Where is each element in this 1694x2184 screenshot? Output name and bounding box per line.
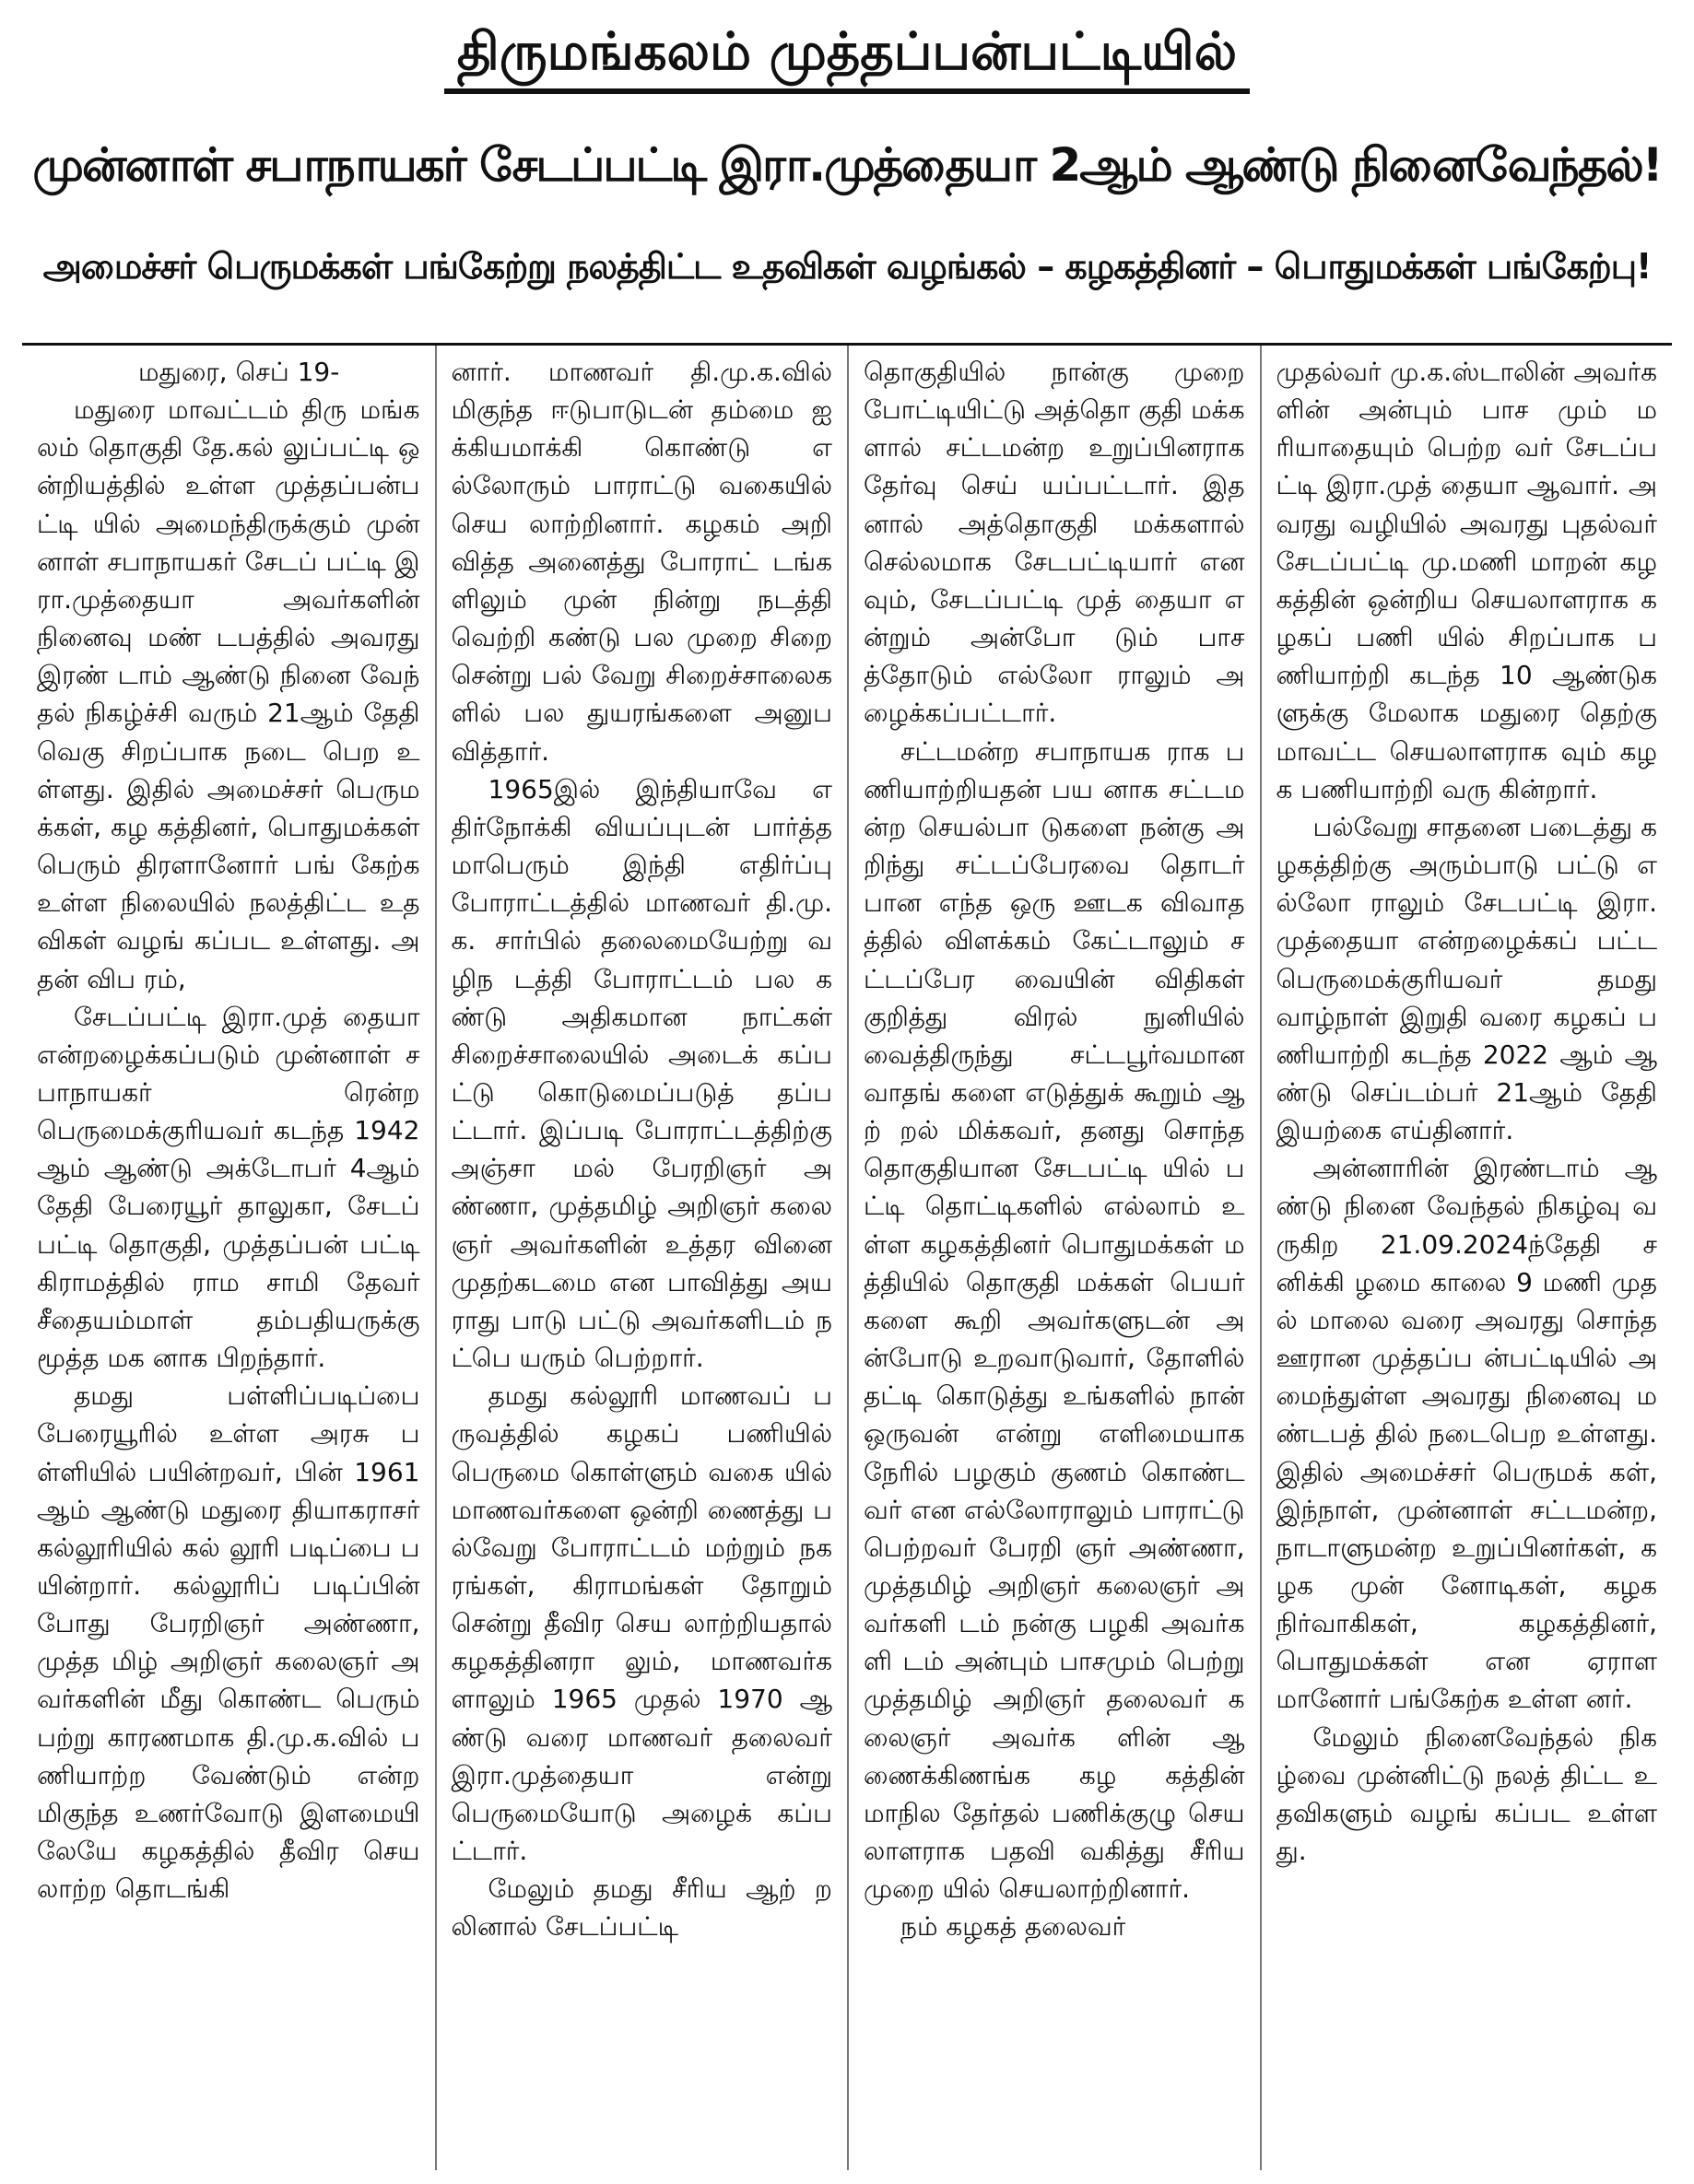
paragraph: னார். மாணவர் தி.மு.க.வில் மிகுந்த ஈடுபாடுடன் தம்மை ஐக்கியமாக்கி கொண்டு எல்லோரும் பாராட்டு வகையில் செய லாற்றினார். கழகம் அறி வித்த அனைத்து போராட் டங்களிலும் முன் நின்று நடத்தி வெற்றி கண்டு பல முறை சிறை சென்று பல் வேறு சிறைச்சாலைகளில் பல துயரங்களை அனுப வித்தார்.: [451, 357, 832, 767]
column-1: [22, 346, 435, 2170]
paragraph: தமது கல்லூரி மாணவப் பருவத்தில் கழகப் பணியில் பெருமை கொள்ளும் வகை யில் மாணவர்களை ஒன்றி ணைத்து பல்வேறு போராட்டம் மற்றும் நக ரங்கள், கிராமங்கள் தோறும் சென்று தீவிர செய லாற்றியதால் கழகத்தினரா லும், மாணவர்களாலும் 1965 முதல் 1970 ஆண்டு வரை மாணவர் தலைவர் இரா.முத்தையா என்று பெருமையோடு அழைக் கப்பட்டார்.: [451, 1380, 832, 1867]
article-body: [22, 343, 1672, 2170]
paragraph: மதுரை மாவட்டம் திரு மங்கலம் தொகுதி தே.கல் லுப்பட்டி ஒன்றியத்தில் உள்ள முத்தப்பன்பட்டி யில் அமைந்திருக்கும் முன் னாள் சபாநாயகர் சேடப் பட்டி இரா.முத்தையா அவர்களின் நினைவு மண் டபத்தில் அவரது இரண் டாம் ஆண்டு நினை வேந் தல் நிகழ்ச்சி வரும் 21ஆம் தேதி வெகு சிறப்பாக நடை பெற உள்ளது. இதில் அமைச்சர் பெருமக்கள், கழ கத்தினர், பொதுமக்கள் பெரும் திரளானோர் பங் கேற்க உள்ள நிலையில் நலத்திட்ட உதவிகள் வழங் கப்பட உள்ளது. அதன் விப ரம்,: [37, 394, 420, 994]
paragraph: சட்டமன்ற சபாநாயக ராக பணியாற்றியதன் பய னாக சட்டமன்ற செயல்பா டுகளை நன்கு அறிந்து சட்டப்பேரவை தொடர் பான எந்த ஒரு ஊடக விவாதத்தில் விளக்கம் கேட்டாலும் சட்டப்பேர வையின் விதிகள் குறித்து விரல் நுனியில் வைத்திருந்து சட்டபூர்வமான வாதங் களை எடுத்துக் கூறும் ஆற் றல் மிக்கவர், தனது சொந்த தொகுதியான சேடபட்டி யில் பட்டி தொட்டிகளில் எல்லாம் உள்ள கழகத்தினர் பொதுமக்கள் மத்தியில் தொகுதி மக்கள் பெயர் களை கூறி அவர்களுடன் அன்போடு உறவாடுவார், தோளில் தட்டி கொடுத்து உங்களில் நான் ஒருவன் என்று எளிமையாக நேரில் பழகும் குணம் கொண்ட வர் என எல்லோராலும் பாராட்டு பெற்றவர் பேரறி ஞர் அண்ணா, முத்தமிழ் அறிஞர் கலைஞர் அவர்களி டம் நன்கு பழகி அவர்களி டம் அன்பும் பாசமும் பெற்று முத்தமிழ் அறிஞர் தலைவர் கலைஞர் அவர்க ளின் ஆணைக்கிணங்க கழ கத்தின் மாநில தேர்தல் பணிக்குழு செயலாளராக பதவி வகித்து சீரிய முறை யில் செயலாற்றினார்.: [864, 735, 1245, 1905]
paragraph: தொகுதியில் நான்கு முறை போட்டியிட்டு அத்தொ குதி மக்களால் சட்டமன்ற உறுப்பினராக தேர்வு செய் யப்பட்டார். இதனால் அத்தொகுதி மக்களால் செல்லமாக சேடபட்டியார் எனவும், சேடப்பட்டி முத் தையா என்றும் அன்போ டும் பாசத்தோடும் எல்லோ ராலும் அழைக்கப்பட்டார்.: [864, 357, 1245, 729]
paragraph: நம் கழகத் தலைவர்: [900, 1911, 1126, 1943]
paragraph: மேலும் நினைவேந்தல் நிகழ்வை முன்னிட்டு நலத் திட்ட உதவிகளும் வழங் கப்பட உள்ளது.: [1276, 1721, 1657, 1867]
kicker-wrap: [22, 17, 1672, 101]
dateline: மதுரை, செப் 19-: [138, 357, 340, 387]
headline: முன்னாள் சபாநாயகர் சேடப்பட்டி இரா.முத்தையா 2ஆம் ஆண்டு நினைவேந்தல்!: [32, 138, 1662, 192]
paragraph: தமது பள்ளிப்படிப்பை பேரையூரில் உள்ள அரசு பள்ளியில் பயின்றவர், பின் 1961 ஆம் ஆண்டு மதுரை தியாகராசர் கல்லூரியில் கல் லூரி படிப்பை பயின்றார். கல்லூரிப் படிப்பின் போது பேரறிஞர் அண்ணா, முத்த மிழ் அறிஞர் கலைஞர் அவர்களின் மீது கொண்ட பெரும் பற்று காரணமாக தி.மு.க.வில் பணியாற்ற வேண்டும் என்ற மிகுந்த உணர்வோடு இளமையி லேயே கழகத்தில் தீவிர செயலாற்ற தொடங்கி: [37, 1380, 420, 1905]
paragraph: 1965இல் இந்தியாவே எதிர்நோக்கி வியப்புடன் பார்த்த மாபெரும் இந்தி எதிர்ப்பு போராட்டத்தில் மாணவர் தி.மு.க. சார்பில் தலைமையேற்று வழிந டத்தி போராட்டம் பல கண்டு அதிகமான நாட்கள் சிறைச்சாலையில் அடைக் கப்பட்டு கொடுமைப்படுத் தப்பட்டார். இப்படி போராட்டத்திற்கு அஞ்சா மல் பேரறிஞர் அண்ணா, முத்தமிழ் அறிஞர் கலை ஞர் அவர்களின் உத்தர வினை முதற்கடமை என பாவித்து அயராது பாடு பட்டு அவர்களிடம் நட்பெ யரும் பெற்றார்.: [451, 773, 832, 1374]
paragraph: பல்வேறு சாதனை படைத்து கழகத்திற்கு அரும்பாடு பட்டு எல்லோ ராலும் சேடபட்டி இரா. முத்தையா என்றழைக்கப் பட்ட பெருமைக்குரியவர் தமது வாழ்நாள் இறுதி வரை கழகப் பணியாற்றி கடந்த 2022 ஆம் ஆண்டு செப்டம்பர் 21ஆம் தேதி இயற்கை எய்தினார்.: [1276, 811, 1657, 1146]
column-3: [847, 346, 1260, 2170]
paragraph: முதல்வர் மு.க.ஸ்டாலின் அவர்களின் அன்பும் பாச மும் மரியாதையும் பெற்ற வர் சேடப்பட்டி இரா.முத் தையா ஆவார். அவரது வழியில் அவரது புதல்வர் சேடப்பட்டி மு.மணி மாறன் கழகத்தின் ஒன்றிய செயலாளராக கழகப் பணி யில் சிறப்பாக பணியாற்றி கடந்த 10 ஆண்டுகளுக்கு மேலாக மதுரை தெற்கு மாவட்ட செயலாளராக வும் கழக பணியாற்றி வரு கின்றார்.: [1276, 357, 1657, 804]
subhead: அமைச்சர் பெருமக்கள் பங்கேற்று நலத்திட்ட உதவிகள் வழங்கல் – கழகத்தினர் – பொதுமக்கள் பங்கேற்பு!: [42, 246, 1652, 287]
column-2: [435, 346, 848, 2170]
column-4: [1260, 346, 1673, 2170]
kicker: திருமங்கலம் முத்தப்பன்பட்டியில்: [444, 17, 1250, 94]
paragraph: சேடப்பட்டி இரா.முத் தையா என்றழைக்கப்படும் முன்னாள் சபாநாயகர் ரென்ற பெருமைக்குரியவர் கடந்த 1942 ஆம் ஆண்டு அக்டோபர் 4ஆம் தேதி பேரையூர் தாலுகா, சேடப் பட்டி தொகுதி, முத்தப்பன் பட்டி கிராமத்தில் ராம சாமி தேவர் சீதையம்மாள் தம்பதியருக்கு மூத்த மக னாக பிறந்தார்.: [37, 1001, 420, 1374]
paragraph: அன்னாரின் இரண்டாம் ஆண்டு நினை வேந்தல் நிகழ்வு வருகிற 21.09.2024ந்தேதி சனிக்கி ழமை காலை 9 மணி முதல் மாலை வரை அவரது சொந்த ஊரான முத்தப்ப ன்பட்டியில் அமைந்துள்ள அவரது நினைவு மண்டபத் தில் நடைபெற உள்ளது. இதில் அமைச்சர் பெருமக் கள், இந்நாள், முன்னாள் சட்டமன்ற, நாடாளுமன்ற உறுப்பினர்கள், கழக முன் னோடிகள், கழக நிர்வாகிகள், கழகத்தினர், பொதுமக்கள் என ஏராள மானோர் பங்கேற்க உள்ள னர்.: [1276, 1153, 1657, 1715]
paragraph: மேலும் தமது சீரிய ஆற் றலினால் சேடப்பட்டி: [451, 1873, 832, 1943]
